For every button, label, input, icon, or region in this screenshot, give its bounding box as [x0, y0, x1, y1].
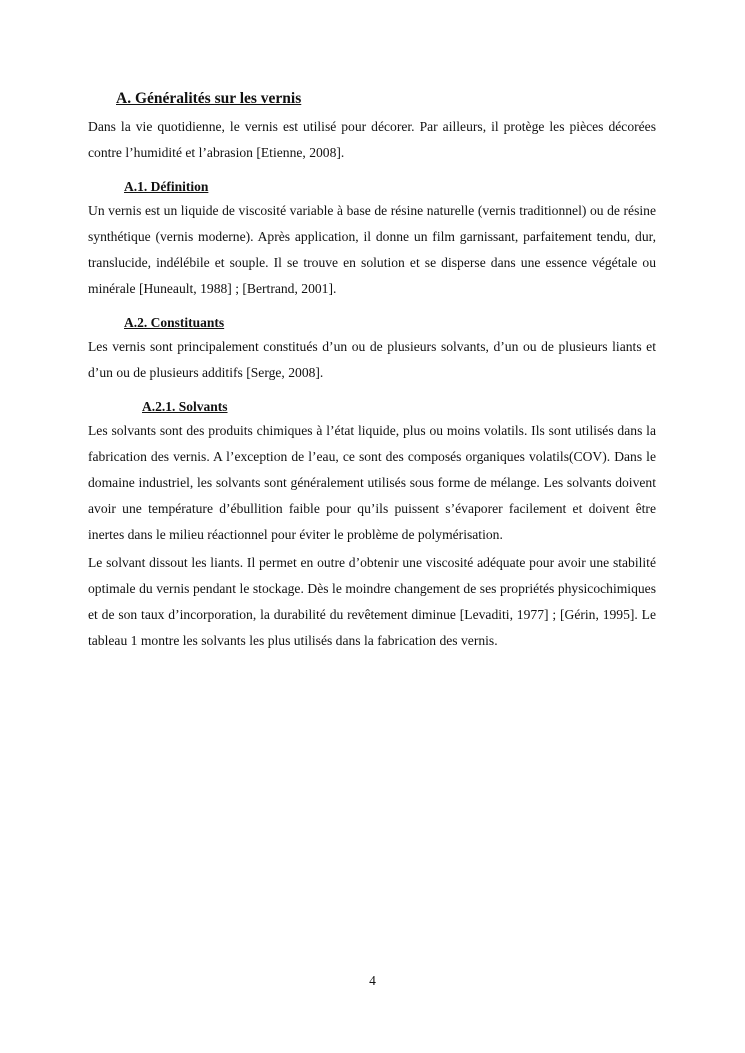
- page-number: 4: [369, 973, 376, 988]
- section-a2-heading: A.2. Constituants: [124, 315, 225, 330]
- section-a-heading: A. Généralités sur les vernis: [116, 90, 302, 107]
- page-content: [88, 88, 656, 654]
- section-a21-paragraph-1: Les solvants sont des produits chimiques à l’état liquide, plus ou moins volatils. Ils sont utilisés dans la fabrication des vernis. A l’exception de l’eau, ce sont des composés organiques volatils(COV). Dans le domaine industriel, les solvants sont généralement utilisés sous forme de mélange. Les solvants doivent avoir une température d’ébullition faible pour qu’ils puissent s’évaporer facilement et doivent être inertes dans le milieu réactionnel pour éviter le problème de polymérisation.: [88, 423, 656, 542]
- section-a21-paragraph-2: Le solvant dissout les liants. Il permet en outre d’obtenir une viscosité adéquate pour avoir une stabilité optimale du vernis pendant le stockage. Dès le moindre changement de ses propriétés physicochimiques et de son taux d’incorporation, la durabilité du revêtement diminue [Levaditi, 1977] ; [Gérin, 1995]. Le tableau 1 montre les solvants les plus utilisés dans la fabrication des vernis.: [88, 555, 656, 648]
- section-a2-text: Les vernis sont principalement constitués d’un ou de plusieurs solvants, d’un ou de plusieurs liants et d’un ou de plusieurs additifs [Serge, 2008].: [88, 339, 656, 380]
- section-a21-heading: A.2.1. Solvants: [142, 399, 228, 414]
- section-a1-text: Un vernis est un liquide de viscosité variable à base de résine naturelle (vernis traditionnel) ou de résine synthétique (vernis moderne). Après application, il donne un film garnissant, parfaitement tendu, dur, translucide, indélébile et souple. Il se trouve en solution et se disperse dans une essence végétale ou minérale [Huneault, 1988] ; [Bertrand, 2001].: [88, 203, 656, 296]
- section-a1-heading: A.1. Définition: [124, 179, 209, 194]
- section-a-intro: Dans la vie quotidienne, le vernis est utilisé pour décorer. Par ailleurs, il protège les pièces décorées contre l’humidité et l’abrasion [Etienne, 2008].: [88, 119, 656, 160]
